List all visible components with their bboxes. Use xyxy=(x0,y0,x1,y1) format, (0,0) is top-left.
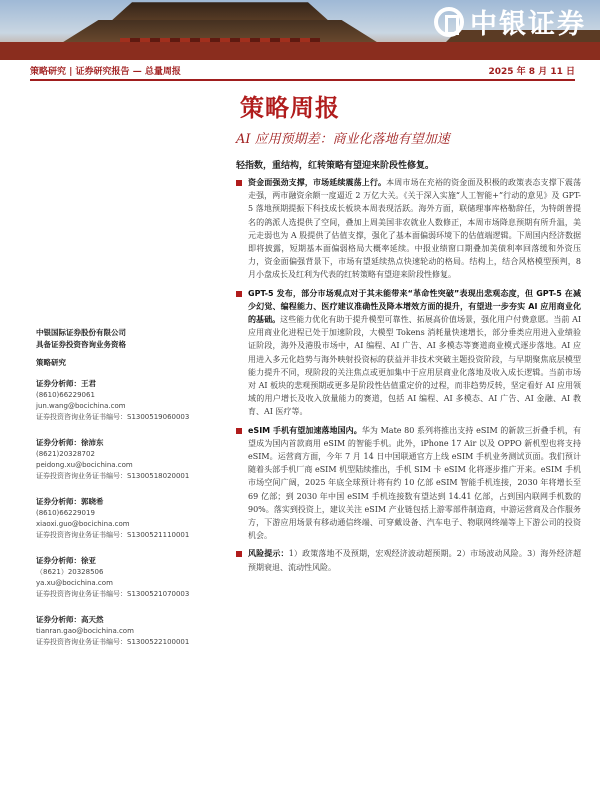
analyst-name: 证券分析师：王君 xyxy=(36,379,96,388)
bullet-item xyxy=(236,287,581,419)
analyst-cert: 证券投资咨询业务证书编号：S1300521070003 xyxy=(36,590,190,598)
analyst-card xyxy=(36,614,226,648)
analyst-email[interactable]: ya.xu@bocichina.com xyxy=(36,579,113,587)
analyst-name: 证券分析师：徐亚 xyxy=(36,556,96,565)
header-banner xyxy=(0,0,600,60)
analyst-email[interactable]: jun.wang@bocichina.com xyxy=(36,402,126,410)
analyst-phone: (8610)66229061 xyxy=(36,391,95,399)
bank-logo-icon xyxy=(434,7,464,37)
analyst-email[interactable]: xiaoxi.guo@bocichina.com xyxy=(36,520,130,528)
square-bullet-icon xyxy=(236,428,242,434)
company-name: 中银国际证券股份有限公司 xyxy=(36,328,126,337)
report-body xyxy=(236,176,581,579)
analyst-phone: (8621)20328702 xyxy=(36,450,95,458)
analyst-phone: （8621）20328506 xyxy=(36,568,104,576)
bullet-text: 本周市场在充裕的资金面及积极的政策表态支撑下震荡走强，两市融资余额一度逼近 2 万亿大关。《关于深入实施“人工智能+”行动的意见》及 GPT-5 落地预期提振下科技成长板块本周表现活跃。海外方面，联储理事库格勒辞任，为特朗普提名的鸽派人选提供了空间，叠加上周美国非农就业人数修正，本周市场降息预期有所升温，美元走弱也为 A 股提供了估值支撑，强化了基本面偏弱环境下的估值端逻辑。下周国内经济数据即将披露，短期基本面偏弱格局大概率延续。中报业绩窗口期叠加美债利率回落缓和外资压力，资金面偏强背景下，市场有望延续热点快速轮动的格局。结构上，结合风格模型预判，8 月小盘成长及红利为代表的红转策略有望迎来阶段性修复。 xyxy=(248,178,581,280)
brand-name: 中银证券 xyxy=(470,9,586,40)
bullet-heading: eSIM 手机有望加速落地国内。 xyxy=(248,425,362,435)
analyst-cert: 证券投资咨询业务证书编号：S1300522100001 xyxy=(36,638,190,646)
report-header xyxy=(30,63,575,77)
analyst-name: 证券分析师：高天然 xyxy=(36,615,104,624)
bullet-heading: GPT-5 发布，部分市场观点对于其未能带来“革命性突破”表现出悲观态度，但 GPT-5 在减少幻觉、编程能力、医疗建议准确性及降本增效方面的提升，有望进一步夯实 AI 应用商业化的基础。 xyxy=(248,288,581,325)
analyst-card xyxy=(36,496,226,541)
analyst-email[interactable]: tianran.gao@bocichina.com xyxy=(36,627,134,635)
square-bullet-icon xyxy=(236,180,242,186)
analyst-phone: (8610)66229019 xyxy=(36,509,95,517)
analyst-cert: 证券投资咨询业务证书编号：S1300519060003 xyxy=(36,413,190,421)
analyst-cert: 证券投资咨询业务证书编号：S1300521110001 xyxy=(36,531,190,539)
bullet-item xyxy=(236,424,581,543)
bullet-paragraph xyxy=(248,287,581,419)
analyst-name: 证券分析师：徐沛东 xyxy=(36,438,104,447)
page-subtitle: AI 应用预期差：商业化落地有望加速 xyxy=(236,132,450,147)
bullet-heading: 资金面强劲支撑，市场延续震荡上行。 xyxy=(248,178,387,187)
bullet-paragraph xyxy=(248,424,581,543)
banner-wall xyxy=(0,42,600,60)
lead-summary: 轻指数，重结构，红转策略有望迎来阶段性修复。 xyxy=(236,161,435,171)
square-bullet-icon xyxy=(236,291,242,297)
bullet-text: 1）政策落地不及预期，宏观经济波动超预期。2）市场波动风险。3）海外经济超预期衰退、流动性风险。 xyxy=(248,549,581,572)
bullet-item xyxy=(236,176,581,282)
header-divider xyxy=(30,79,575,81)
analyst-card xyxy=(36,437,226,482)
analyst-sidebar xyxy=(36,327,226,662)
brand-logo xyxy=(434,2,586,41)
analyst-card xyxy=(36,378,226,423)
bullet-paragraph xyxy=(248,547,581,573)
bullet-heading: 风险提示： xyxy=(248,549,289,559)
qualification: 具备证券投资咨询业务资格 xyxy=(36,340,126,349)
bullet-item xyxy=(236,547,581,573)
bullet-text: 华为 Mate 80 系列将推出支持 eSIM 的新款三折叠手机，有望成为国内首款商用 eSIM 的智能手机。此外，iPhone 17 Air 以及 OPPO 新机型也将支持 eSIM。运营商方面，今年 7 月 14 日中国联通官方上线 eSIM 手机业务测试页面。我们预计随着头部手机厂商 eSIM 机型陆续推出，手机 SIM 卡 eSIM 化将逐步推广开来。eSIM 手机市场空间广阔，2025 年底全球预计将有约 10 亿部 eSIM 智能手机连接，2030 年将增长至 69 亿部；到 2030 年中国 eSIM 手机连接数有望达到 14.41 亿部，占到国内联网手机数的 90%。落实到投资上，建议关注 eSIM 产业链包括上游零部件制造商，中游运营商及合作服务方，下游应用场景有移动通信终端、可穿戴设备、汽车电子、物联网终端等上下游公司的投资机会。 xyxy=(248,425,581,541)
report-date: 2025 年 8 月 11 日 xyxy=(488,66,575,77)
bullet-paragraph xyxy=(248,176,581,282)
report-category: 策略研究 | 证券研究报告 — 总量周报 xyxy=(30,66,181,77)
page-title: 策略周报 xyxy=(240,93,340,122)
bullet-text: 这些能力优化有助于提升模型可靠性、拓展高价值场景，强化用户付费意愿。当前 AI 应用商业化进程已处于加速阶段，大模型 Tokens 消耗量快速增长，部分垂类应用进入业绩验证阶段，海外及港股市场中，AI 编程、AI 广告、AI 多模态等赛道商业模式逐步落地。AI 应用进入多元化趋势与海外映射投资标的获益并非技术突破主题投资阶段，与早期聚焦底层模型能力提升不同，现阶段的关注焦点或更加集中于应用层商业化落地及收入成长逻辑。当前市场对 AI 板块的悲观预期或更多是阶段性估值重定价的过程，而非趋势反转，坚定看好 AI 应用领域的用户增长及收入放量能力的赛道，包括 AI 编程、AI 多模态、AI 广告、AI 金融、AI 教育、AI 医疗等。 xyxy=(248,315,582,417)
analyst-cert: 证券投资咨询业务证书编号：S1300518020001 xyxy=(36,472,190,480)
analyst-name: 证券分析师：郭晓希 xyxy=(36,497,104,506)
analyst-email[interactable]: peidong.xu@bocichina.com xyxy=(36,461,133,469)
banner-roof-top xyxy=(110,0,330,22)
square-bullet-icon xyxy=(236,551,242,557)
research-section: 策略研究 xyxy=(36,358,66,367)
analyst-card xyxy=(36,555,226,600)
